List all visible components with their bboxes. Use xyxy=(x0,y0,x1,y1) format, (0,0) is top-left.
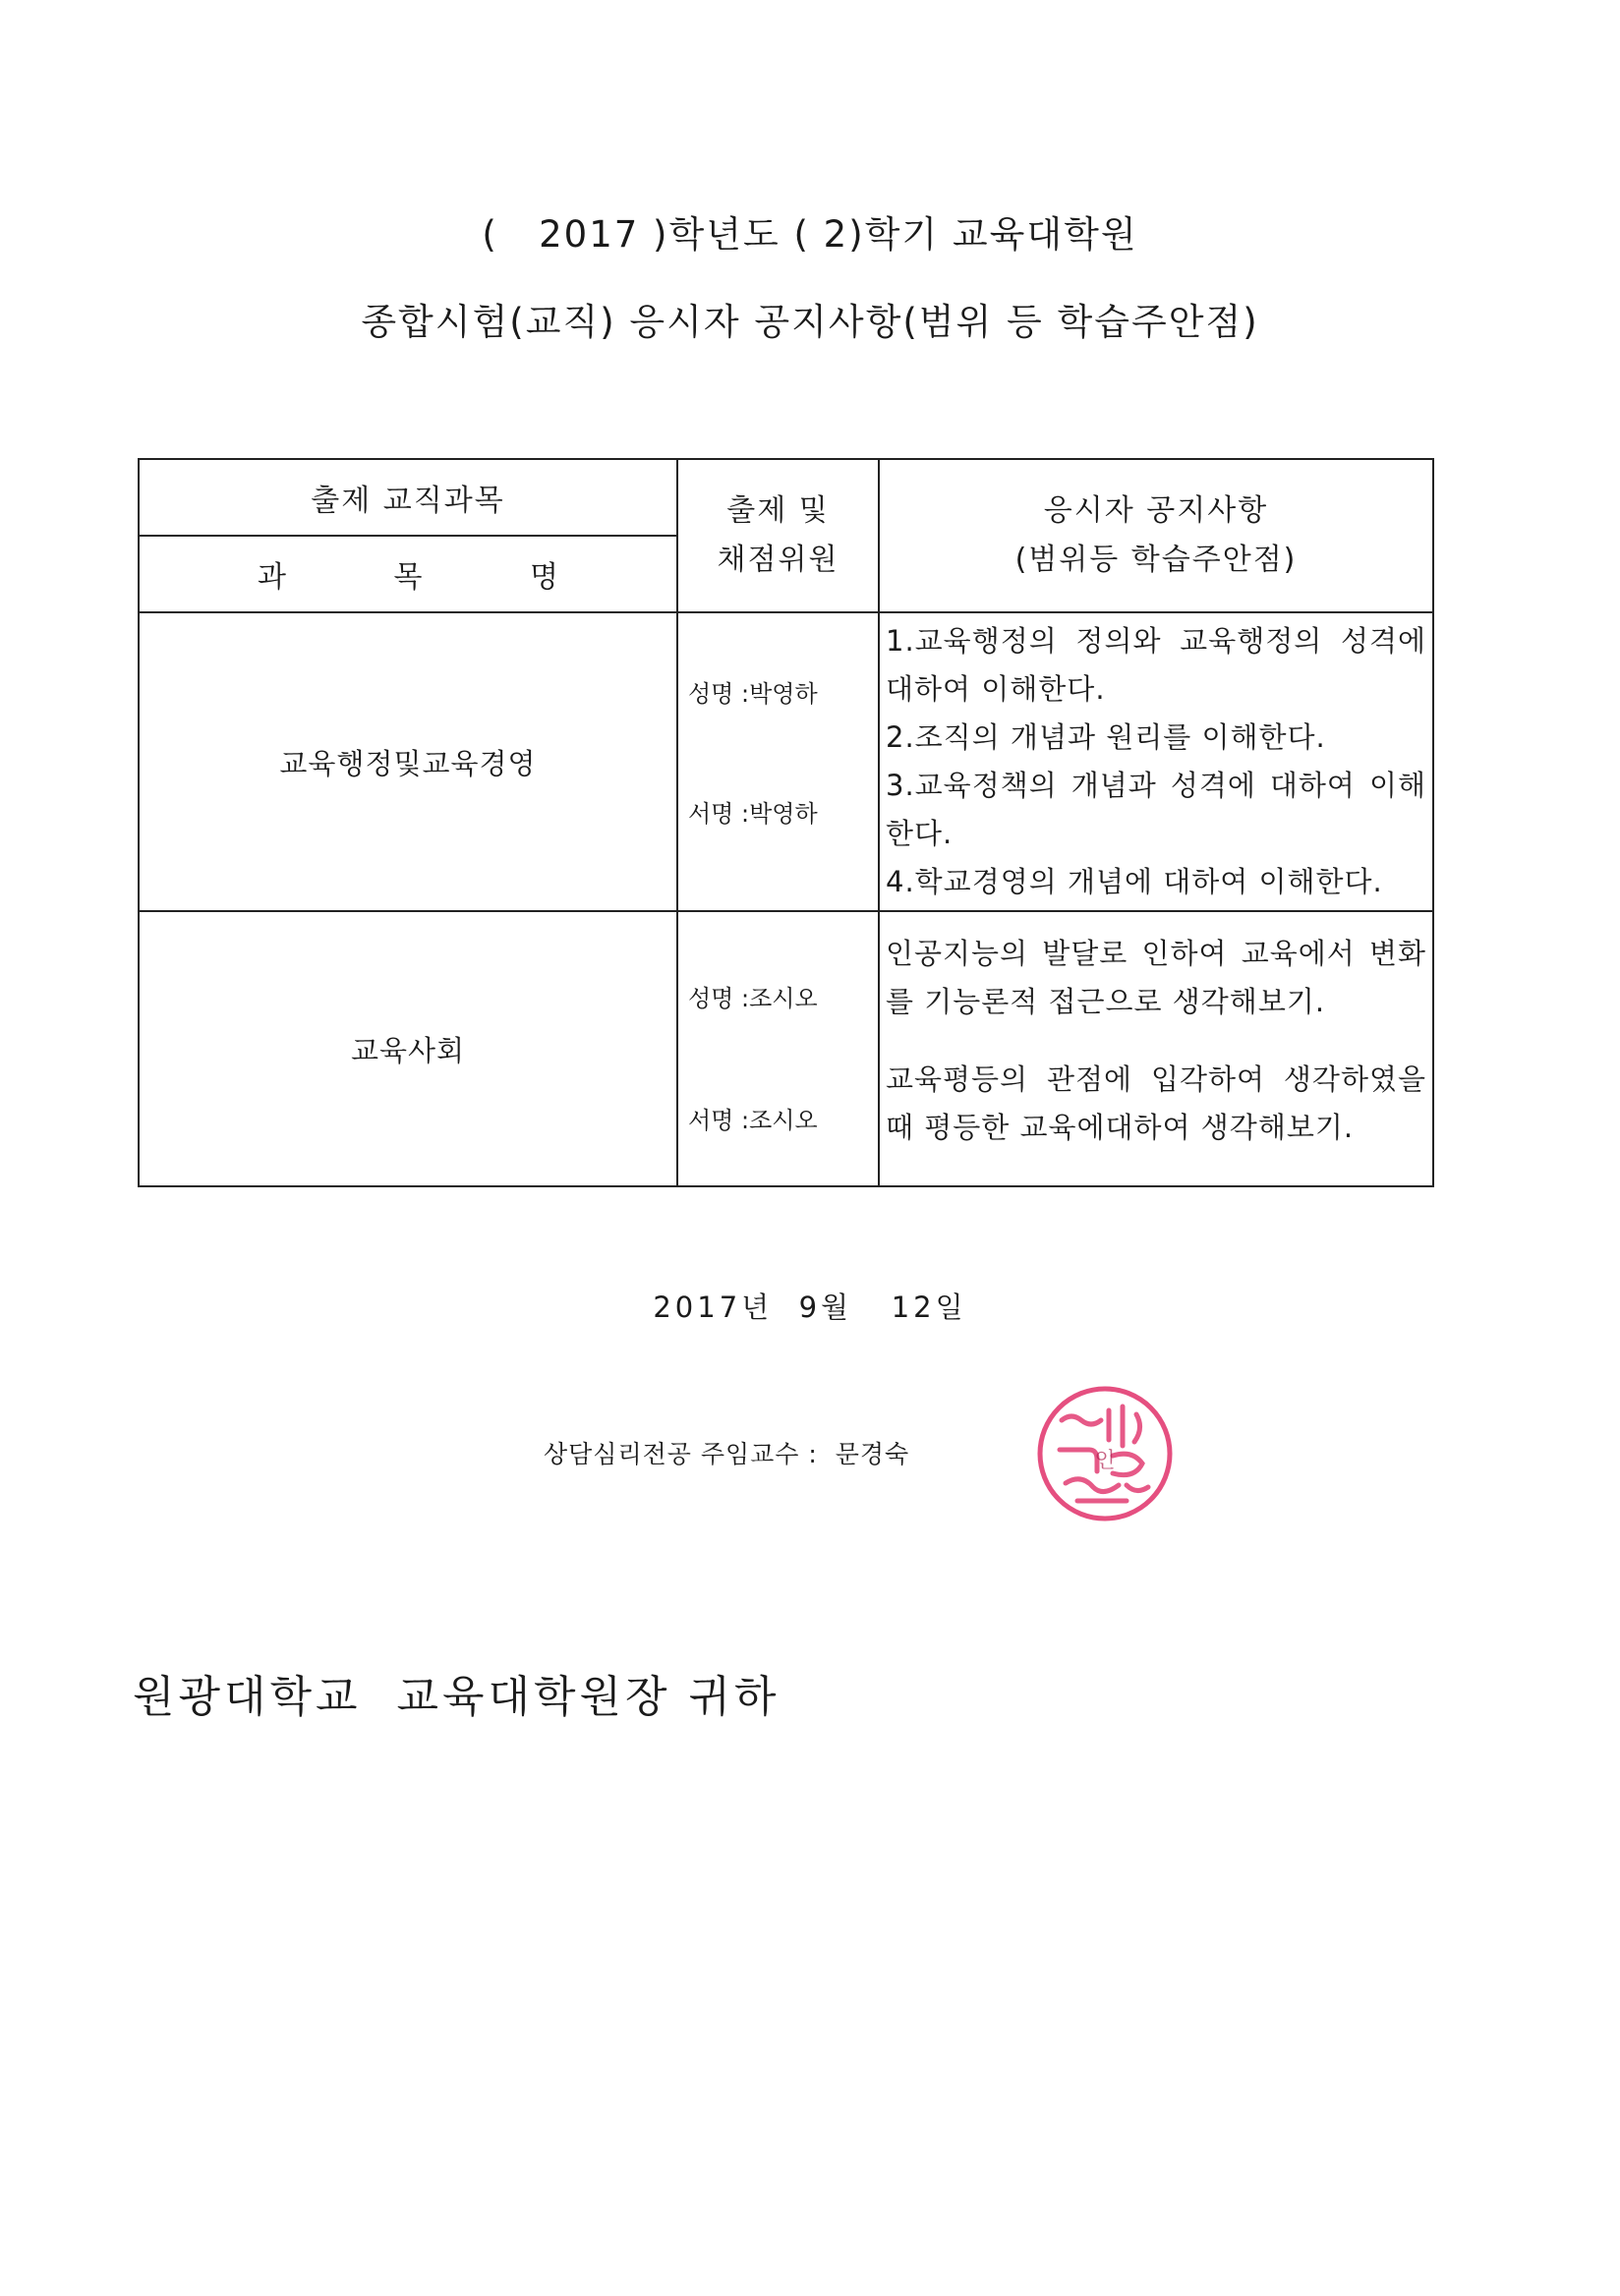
header-committee xyxy=(677,459,879,612)
committee-cell xyxy=(677,612,879,911)
table-row xyxy=(139,612,1433,911)
note-item: 인공지능의 발달로 인하여 교육에서 변화를 기능론적 접근으로 생각해보기. xyxy=(886,937,1426,1018)
notice-table xyxy=(138,458,1434,1187)
notes-cell xyxy=(879,612,1433,911)
note-item: 3.교육정책의 개념과 성격에 대하여 이해한다. xyxy=(886,769,1426,850)
note-item: 교육평등의 관점에 입각하여 생각하였을 때 평등한 교육에대하여 생각해보기. xyxy=(886,1062,1426,1144)
table-row xyxy=(139,911,1433,1186)
header-notice xyxy=(879,459,1433,612)
committee-name: 성명 :조시오 xyxy=(688,985,818,1012)
notes-cell xyxy=(879,911,1433,1186)
header-committee-line1: 출제 및 xyxy=(726,493,830,528)
document-title-line1: ( 2017 )학년도 ( 2)학기 교육대학원 xyxy=(482,213,1138,256)
committee-signature: 서명 :박영하 xyxy=(688,800,818,828)
document-date: 2017년 9월 12일 xyxy=(653,1291,967,1324)
recipient-line: 원광대학교 교육대학원장 귀하 xyxy=(133,1672,781,1722)
header-committee-line2: 채점위원 xyxy=(717,543,839,577)
signer-line: 상담심리전공 주임교수 : 문경숙 xyxy=(544,1440,910,1468)
subject-cell: 교육행정및교육경영 xyxy=(139,612,677,911)
note-item: 2.조직의 개념과 원리를 이해한다. xyxy=(886,720,1326,754)
header-notice-line2: (범위등 학습주안점) xyxy=(1014,543,1298,577)
header-subject-category: 출제 교직과목 xyxy=(139,459,677,536)
note-item: 1.교육행정의 정의와 교육행정의 성격에 대하여 이해한다. xyxy=(886,624,1426,706)
header-subject-name: 과 목 명 xyxy=(139,536,677,612)
committee-cell xyxy=(677,911,879,1186)
seal-text: 인 xyxy=(1094,1449,1116,1473)
committee-name: 성명 :박영하 xyxy=(688,680,818,708)
document-title-line2: 종합시험(교직) 응시자 공지사항(범위 등 학습주안점) xyxy=(361,301,1259,343)
committee-signature: 서명 :조시오 xyxy=(688,1107,818,1134)
note-item: 4.학교경영의 개념에 대하여 이해한다. xyxy=(886,865,1383,898)
header-notice-line1: 응시자 공지사항 xyxy=(1043,493,1269,528)
official-seal-stamp xyxy=(1032,1381,1178,1526)
subject-cell: 교육사회 xyxy=(139,911,677,1186)
